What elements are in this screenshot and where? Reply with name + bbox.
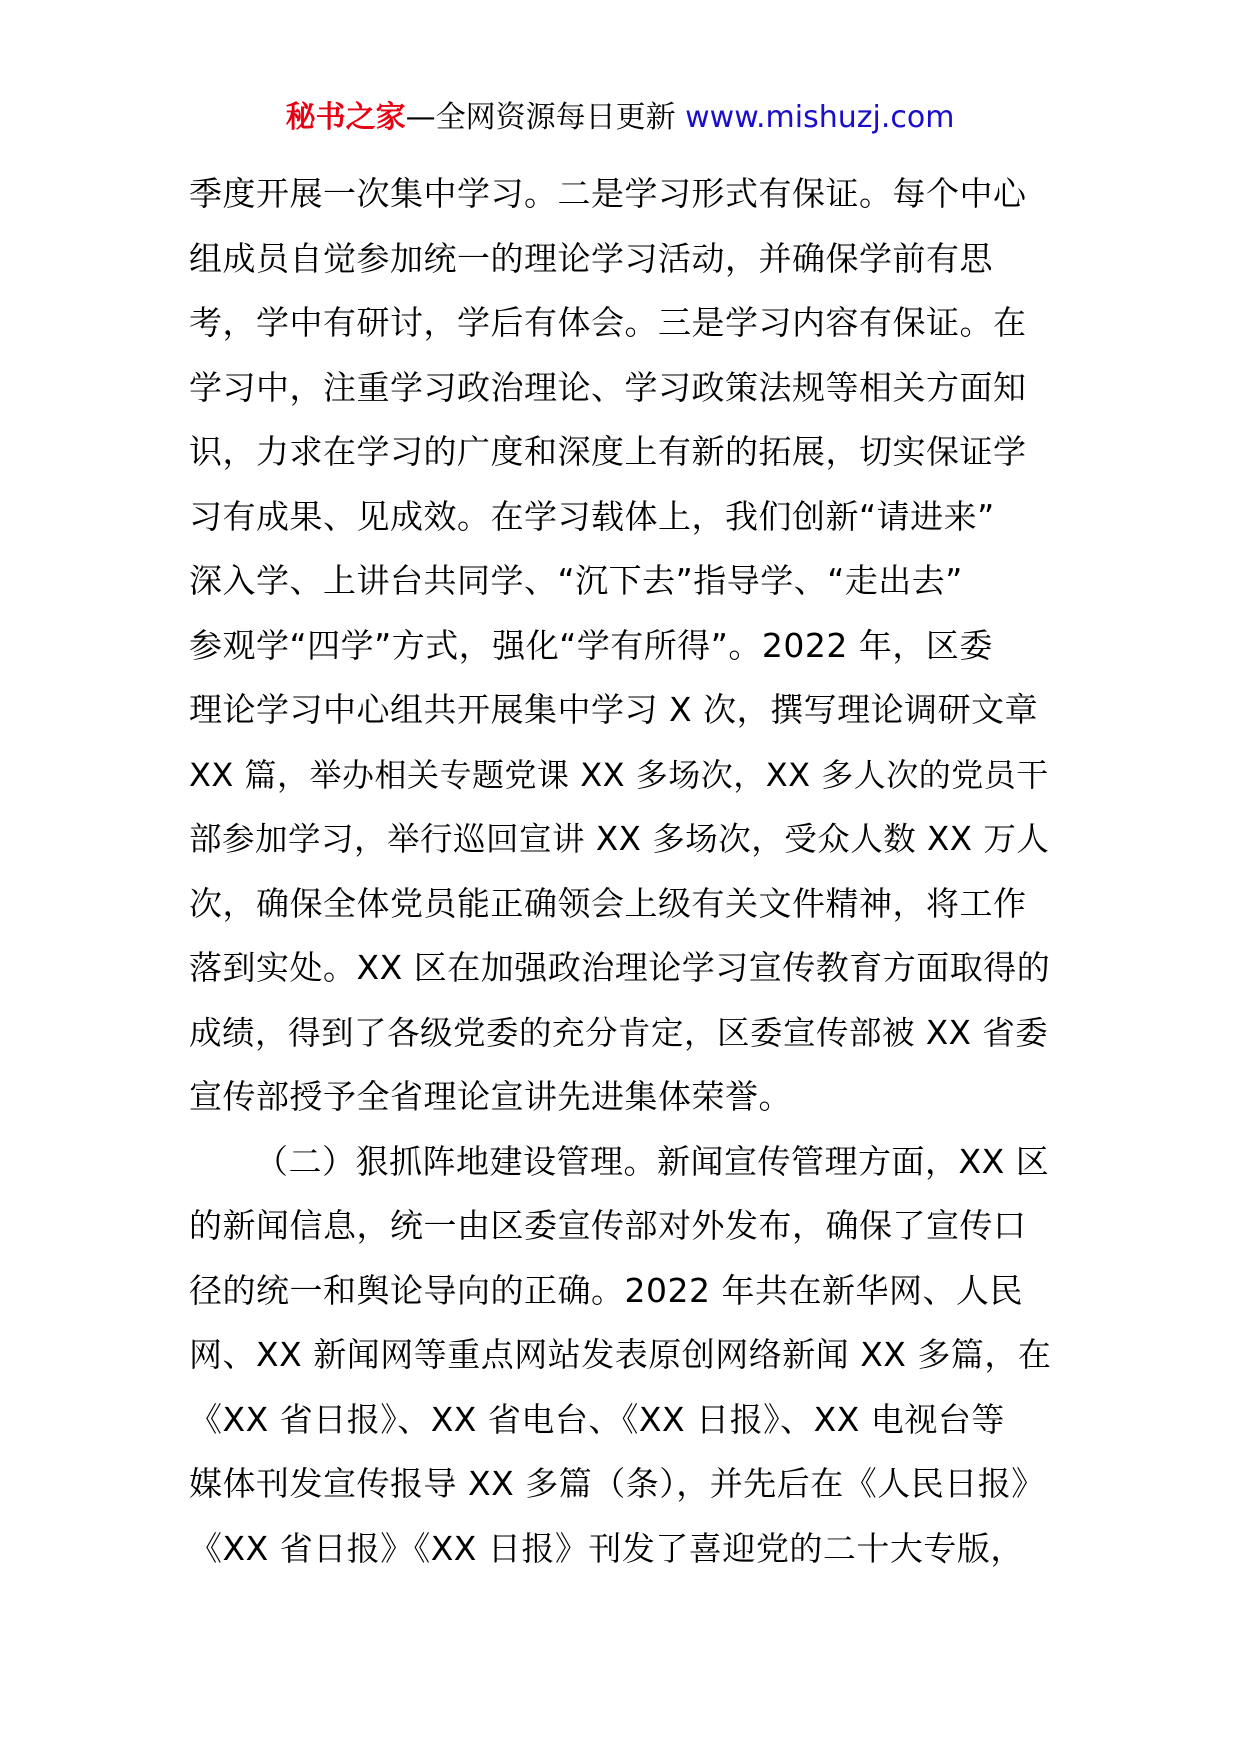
text-line: 《XX 省日报》、XX 省电台、《XX 日报》、XX 电视台等 xyxy=(189,1399,1005,1439)
text-line: 网、XX 新闻网等重点网站发表原创网络新闻 XX 多篇，在 xyxy=(189,1335,1052,1374)
text-line: 考，学中有研讨，学后有体会。三是学习内容有保证。在 xyxy=(189,303,1027,342)
text-line: XX 篇，举办相关专题党课 XX 多场次，XX 多人次的党员干 xyxy=(189,755,1049,794)
text-line: 识，力求在学习的广度和深度上有新的拓展，切实保证学 xyxy=(189,432,1027,471)
text-line: 宣传部授予全省理论宣讲先进集体荣誉。 xyxy=(189,1077,792,1116)
text-line: 落到实处。XX 区在加强政治理论学习宣传教育方面取得的 xyxy=(189,948,1051,987)
site-brand: 秘书之家 xyxy=(285,100,406,135)
text-line: 媒体刊发宣传报导 XX 多篇（条），并先后在《人民日报》 xyxy=(189,1464,1045,1503)
text-line: 深入学、上讲台共同学、“沉下去”指导学、“走出去” xyxy=(189,561,963,600)
text-line: 《XX 省日报》《XX 日报》刊发了喜迎党的二十大专版， xyxy=(189,1528,1024,1568)
text-line: 次，确保全体党员能正确领会上级有关文件精神，将工作 xyxy=(189,883,1027,923)
site-tagline: —全网资源每日更新 xyxy=(405,100,686,135)
text-line: 的新闻信息，统一由区委宣传部对外发布，确保了宣传口 xyxy=(189,1206,1027,1245)
document-body xyxy=(189,162,1059,1581)
text-line: 学习中，注重学习政治理论、学习政策法规等相关方面知 xyxy=(189,367,1027,407)
text-line: 部参加学习，举行巡回宣讲 XX 多场次，受众人数 XX 万人 xyxy=(189,820,1050,858)
text-line: 理论学习中心组共开展集中学习 X 次，撰写理论调研文章 xyxy=(189,690,1039,729)
site-url-link[interactable]: www.mishuzj.com xyxy=(685,100,955,135)
text-line: 习有成果、见成效。在学习载体上，我们创新“请进来” xyxy=(189,496,995,536)
text-line: 参观学“四学”方式，强化“学有所得”。2022 年，区委 xyxy=(189,625,993,665)
text-line: 季度开展一次集中学习。二是学习形式有保证。每个中心 xyxy=(189,174,1027,213)
text-line: 径的统一和舆论导向的正确。2022 年共在新华网、人民 xyxy=(189,1270,1023,1310)
text-line: 成绩，得到了各级党委的充分肯定，区委宣传部被 XX 省委 xyxy=(189,1013,1049,1052)
page-header xyxy=(0,98,1240,138)
text-line: 组成员自觉参加统一的理论学习活动，并确保学前有思 xyxy=(189,238,993,278)
section-heading-line: （二）狠抓阵地建设管理。新闻宣传管理方面，XX 区 xyxy=(255,1141,1050,1181)
